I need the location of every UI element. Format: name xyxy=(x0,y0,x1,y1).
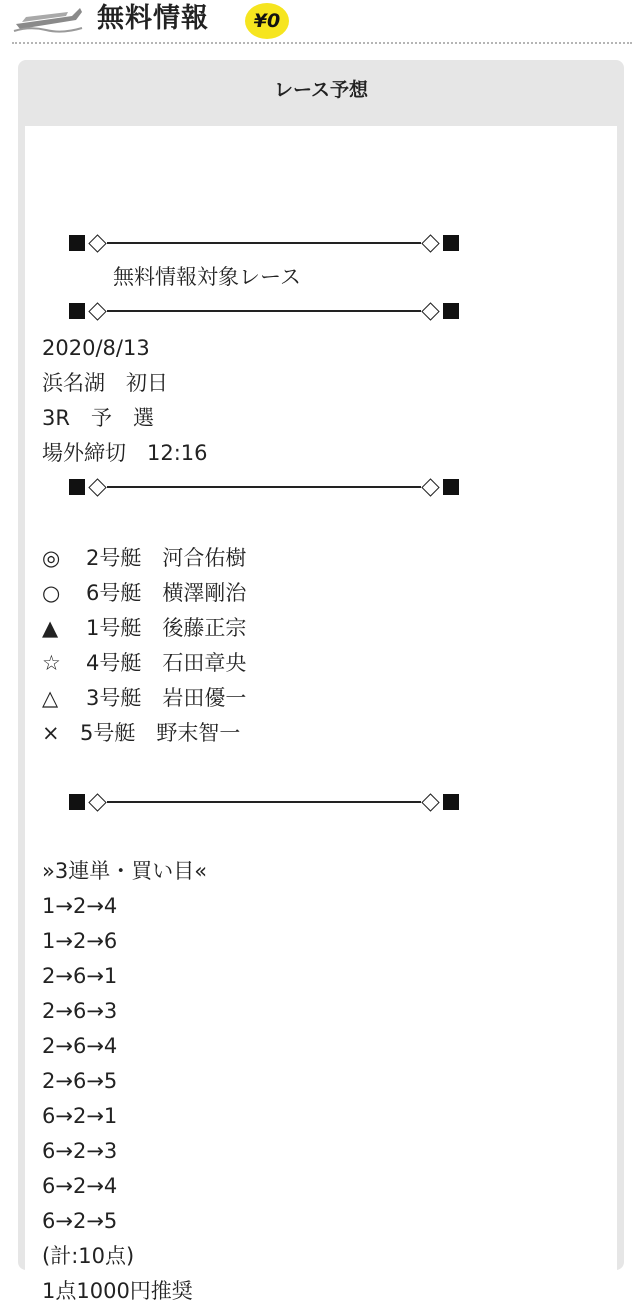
page-header xyxy=(0,0,640,44)
prediction-panel xyxy=(18,60,624,1303)
boat-icon xyxy=(12,4,84,34)
separator-line xyxy=(68,302,460,320)
bet-combo: 2→6→1 xyxy=(42,964,118,988)
prediction-text: 5号艇 野末智一 xyxy=(80,721,241,745)
prediction-mark: ○ xyxy=(42,581,61,605)
separator-line xyxy=(68,793,460,811)
prediction-text: 6号艇 横澤剛治 xyxy=(86,581,247,605)
prediction-mark: ☆ xyxy=(42,651,61,675)
panel-title: レース予想 xyxy=(273,79,369,101)
price-badge: ¥0 xyxy=(245,3,289,39)
bet-combo: 6→2→1 xyxy=(42,1104,118,1128)
prediction-mark: △ xyxy=(42,686,59,710)
deadline-time: 場外締切 12:16 xyxy=(42,441,208,465)
header-divider xyxy=(12,42,632,44)
bet-combo: 2→6→5 xyxy=(42,1069,118,1093)
prediction-row xyxy=(42,579,246,607)
prediction-text: 3号艇 岩田優一 xyxy=(86,686,247,710)
race-name: 3R 予 選 xyxy=(42,406,154,430)
prediction-row xyxy=(42,544,246,572)
bet-combo: 6→2→3 xyxy=(42,1139,118,1163)
bet-combo: 1→2→4 xyxy=(42,894,118,918)
separator-line xyxy=(68,478,460,496)
race-date: 2020/8/13 xyxy=(42,336,150,360)
header-title: 無料情報 xyxy=(97,3,209,34)
race-venue: 浜名湖 初日 xyxy=(42,371,168,395)
prediction-text: 1号艇 後藤正宗 xyxy=(86,616,247,640)
prediction-mark: ◎ xyxy=(42,546,61,570)
target-race-label: 無料情報対象レース xyxy=(113,265,301,289)
prediction-text: 2号艇 河合佑樹 xyxy=(86,546,247,570)
prediction-row xyxy=(42,684,246,712)
bet-combo: 2→6→3 xyxy=(42,999,118,1023)
bets-heading: »3連単・買い目« xyxy=(42,859,208,883)
panel-body xyxy=(25,126,617,1303)
prediction-text: 4号艇 石田章央 xyxy=(86,651,247,675)
prediction-mark: × xyxy=(42,721,60,745)
prediction-row xyxy=(42,719,240,747)
prediction-mark: ▲ xyxy=(42,616,59,640)
bet-combo: 1→2→6 xyxy=(42,929,118,953)
bet-combo: 6→2→5 xyxy=(42,1209,118,1233)
bet-combo: 2→6→4 xyxy=(42,1034,118,1058)
bet-total: (計:10点) xyxy=(42,1244,135,1268)
bet-recommendation: 1点1000円推奨 xyxy=(42,1279,193,1303)
separator-line xyxy=(68,234,460,252)
prediction-row xyxy=(42,614,246,642)
prediction-row xyxy=(42,649,246,677)
bet-combo: 6→2→4 xyxy=(42,1174,118,1198)
